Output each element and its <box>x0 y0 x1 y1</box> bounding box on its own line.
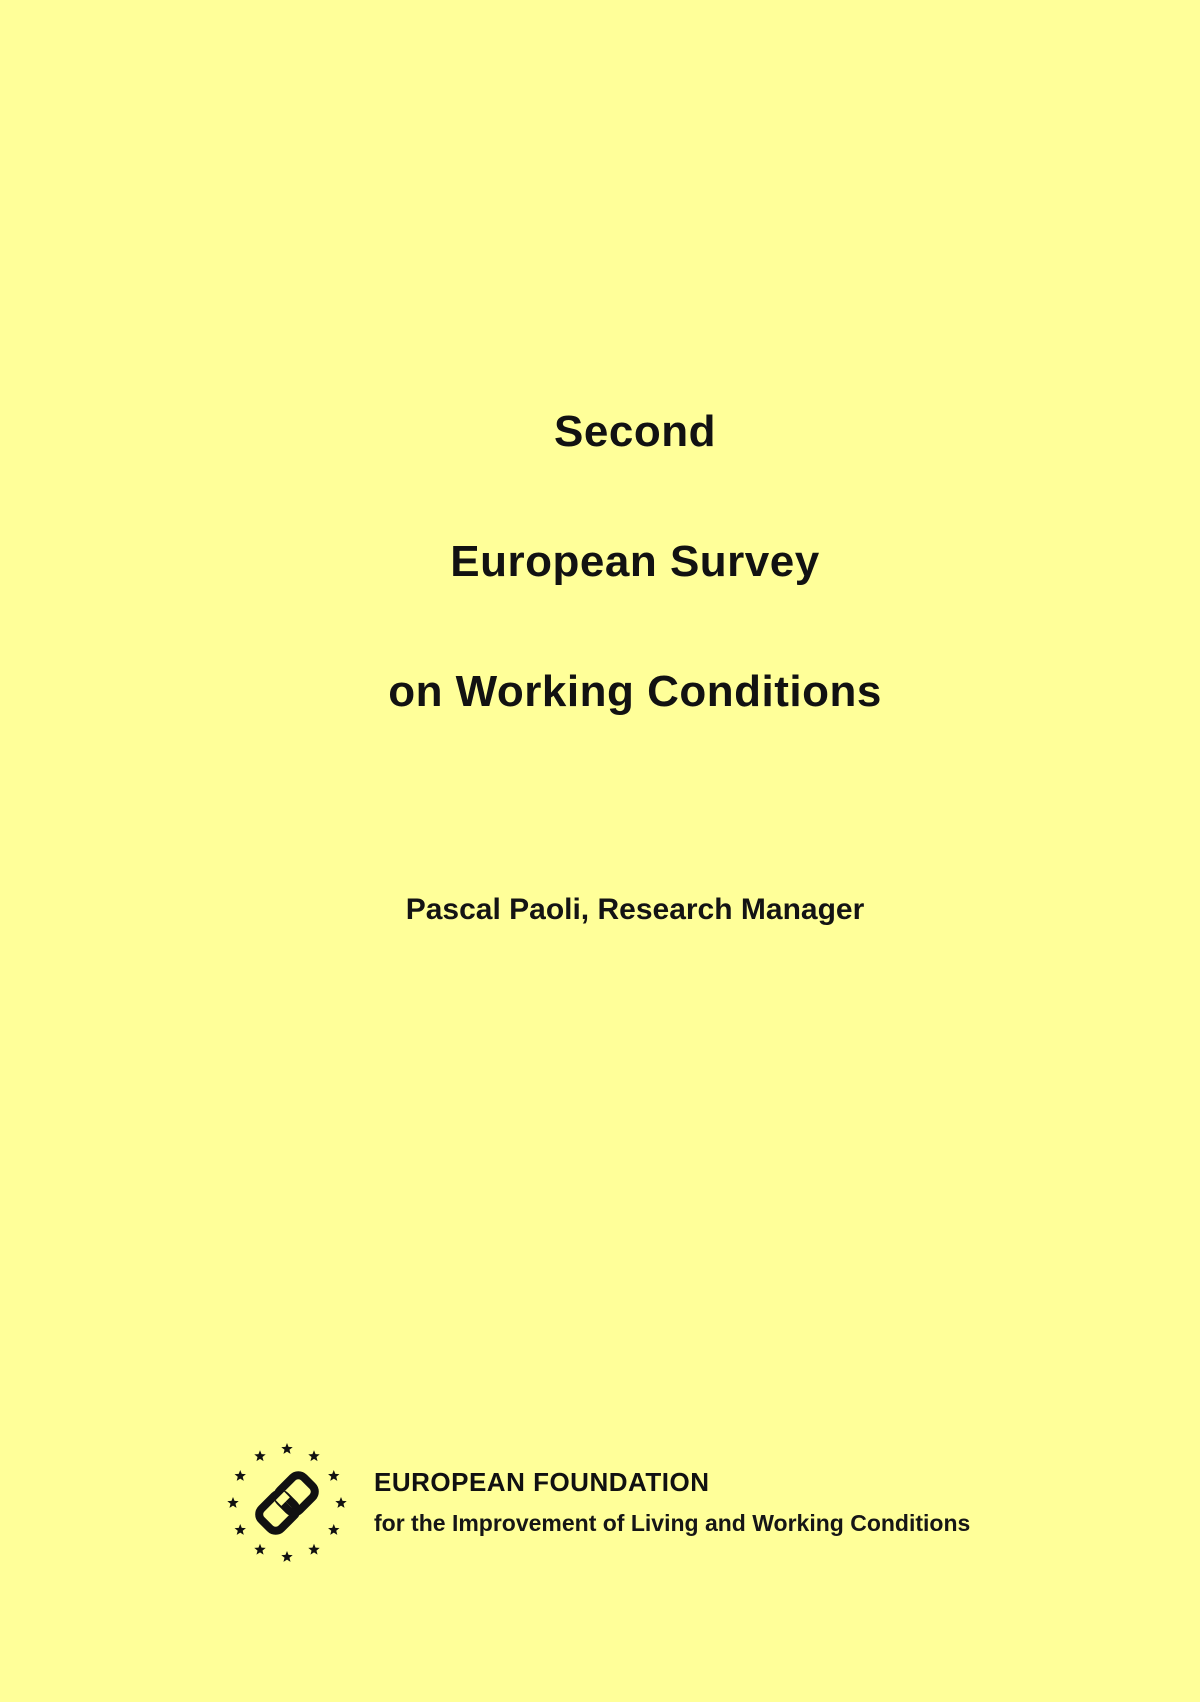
logo-star-icon <box>235 1524 246 1535</box>
logo-star-icon <box>308 1450 319 1461</box>
publisher-name: EUROPEAN FOUNDATION <box>374 1467 710 1497</box>
logo-star-icon <box>254 1450 265 1461</box>
european-foundation-logo-icon <box>224 1440 350 1566</box>
logo-star-icon <box>254 1544 265 1555</box>
logo-star-icon <box>335 1497 346 1508</box>
title-line-1: Second <box>554 407 716 456</box>
author-line: Pascal Paoli, Research Manager <box>405 893 865 926</box>
logo-star-icon <box>328 1470 339 1481</box>
logo-star-icon <box>281 1443 292 1454</box>
logo-star-icon <box>235 1470 246 1481</box>
logo-star-icon <box>227 1497 238 1508</box>
logo-star-icon <box>308 1544 319 1555</box>
title-line-3: on Working Conditions <box>388 667 882 716</box>
logo-star-icon <box>328 1524 339 1535</box>
publisher-subtitle: for the Improvement of Living and Working Conditions <box>374 1510 971 1536</box>
title-line-2: European Survey <box>450 537 820 586</box>
logo-star-icon <box>281 1551 292 1562</box>
